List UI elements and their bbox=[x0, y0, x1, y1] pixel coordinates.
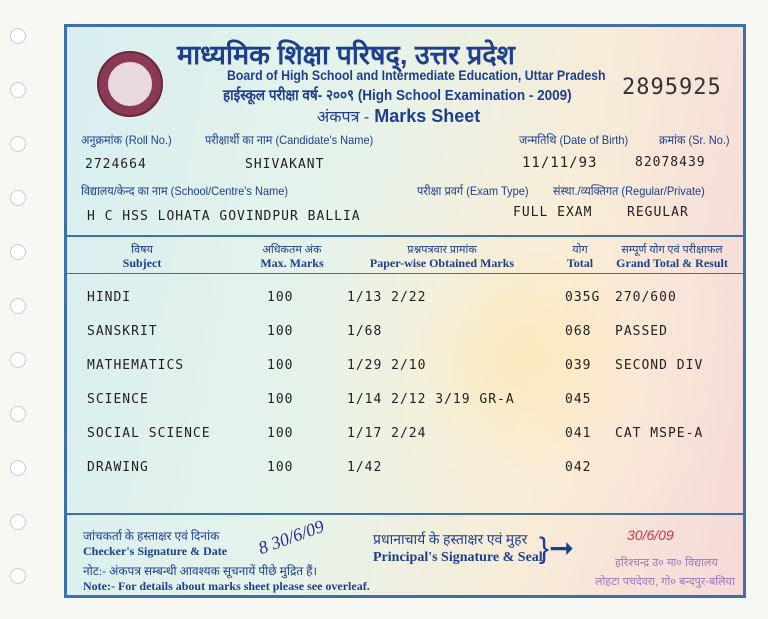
cell-result: PASSED bbox=[615, 324, 668, 339]
punch-hole bbox=[10, 568, 26, 584]
cell-total: 041 bbox=[565, 426, 592, 441]
regular-private: REGULAR bbox=[627, 205, 689, 220]
cell-result: CAT MSPE-A bbox=[615, 426, 704, 441]
marks-sheet bbox=[64, 24, 746, 598]
school-stamp-line1: हरिश्चन्द्र उ० मा० विद्यालय bbox=[615, 557, 718, 569]
cell-subject: MATHEMATICS bbox=[87, 358, 185, 373]
punch-hole bbox=[10, 406, 26, 422]
sr-label: क्रमांक (Sr. No.) bbox=[659, 133, 730, 147]
divider bbox=[67, 235, 743, 237]
checker-signature-date: 8 30/6/09 bbox=[255, 515, 327, 559]
cell-total: 035G bbox=[565, 290, 601, 305]
roll-number: 2724664 bbox=[85, 157, 147, 172]
serial-number: 2895925 bbox=[622, 75, 722, 100]
cell-result: SECOND DIV bbox=[615, 358, 704, 373]
cell-max: 100 bbox=[267, 392, 294, 407]
brace-arrow-icon: }➞ bbox=[539, 532, 575, 565]
school-label: विद्यालय/केन्द का नाम (School/Centre's Name) bbox=[81, 184, 289, 198]
header-obtained: प्रश्नपत्रवार प्रामांक Paper-wise Obtained Marks bbox=[369, 244, 515, 270]
header-result: सम्पूर्ण योग एवं परीक्षाफल Grand Total & Result bbox=[616, 244, 728, 270]
cell-max: 100 bbox=[267, 324, 294, 339]
punch-hole bbox=[10, 82, 26, 98]
punch-hole bbox=[10, 136, 26, 152]
regular-label: संस्था./व्यक्तिगत (Regular/Private) bbox=[553, 184, 705, 198]
cell-papers: 1/13 2/22 bbox=[347, 290, 427, 305]
name-label: परीक्षार्थी का नाम (Candidate's Name) bbox=[205, 133, 374, 147]
punch-hole bbox=[10, 298, 26, 314]
school-stamp-line2: लोहटा पचदेवरा, गो० बन्दपुर-बलिया bbox=[595, 576, 735, 588]
cell-papers: 1/17 2/24 bbox=[347, 426, 427, 441]
cell-papers: 1/14 2/12 3/19 GR-A bbox=[347, 392, 515, 407]
header-total: योग Total bbox=[566, 244, 594, 270]
board-logo bbox=[97, 51, 163, 117]
date-of-birth: 11/11/93 bbox=[522, 155, 598, 171]
punch-hole bbox=[10, 352, 26, 368]
punch-hole bbox=[10, 244, 26, 260]
roll-label: अनुक्रमांक (Roll No.) bbox=[81, 133, 172, 147]
header-max-marks: अधिकतम अंक Max. Marks bbox=[260, 244, 324, 270]
cell-papers: 1/29 2/10 bbox=[347, 358, 427, 373]
principal-signature: 30/6/09 bbox=[627, 527, 674, 543]
cell-total: 045 bbox=[565, 392, 592, 407]
cell-max: 100 bbox=[267, 358, 294, 373]
cell-result: 270/600 bbox=[615, 290, 677, 305]
divider bbox=[67, 513, 743, 515]
cell-max: 100 bbox=[267, 290, 294, 305]
cell-subject: HINDI bbox=[87, 290, 132, 305]
sr-number: 82078439 bbox=[635, 155, 706, 170]
document-title: अंकपत्र - Marks Sheet bbox=[317, 106, 481, 126]
exam-type: FULL EXAM bbox=[513, 205, 593, 220]
cell-subject: SCIENCE bbox=[87, 392, 149, 407]
candidate-name: SHIVAKANT bbox=[245, 157, 325, 172]
school-name: H C HSS LOHATA GOVINDPUR BALLIA bbox=[87, 209, 361, 224]
cell-subject: SOCIAL SCIENCE bbox=[87, 426, 211, 441]
cell-total: 068 bbox=[565, 324, 592, 339]
cell-papers: 1/42 bbox=[347, 460, 383, 475]
cell-subject: SANSKRIT bbox=[87, 324, 158, 339]
cell-subject: DRAWING bbox=[87, 460, 149, 475]
header-subject: विषय Subject bbox=[122, 244, 162, 270]
board-name: Board of High School and Intermediate Education, Uttar Pradesh bbox=[227, 67, 606, 83]
board-title-hindi: माध्यमिक शिक्षा परिषद्, उत्तर प्रदेश bbox=[177, 40, 515, 70]
punch-hole bbox=[10, 514, 26, 530]
cell-total: 042 bbox=[565, 460, 592, 475]
cell-max: 100 bbox=[267, 426, 294, 441]
punch-hole bbox=[10, 460, 26, 476]
cell-papers: 1/68 bbox=[347, 324, 383, 339]
dob-label: जन्मतिथि (Date of Birth) bbox=[519, 133, 629, 147]
exam-type-label: परीक्षा प्रवर्ग (Exam Type) bbox=[417, 184, 529, 198]
checker-label: जांचकर्ता के हस्ताक्षर एवं दिनांक Checker's Signature & Date bbox=[83, 529, 228, 558]
note-hindi: नोट:- अंकपत्र सम्बन्धी आवश्यक सूचनायें पीछे मुद्रित हैं। bbox=[83, 564, 318, 578]
divider bbox=[67, 273, 743, 274]
note-english: Note:- For details about marks sheet please see overleaf. bbox=[83, 579, 370, 593]
punch-hole bbox=[10, 190, 26, 206]
principal-label: प्रधानाचार्य के हस्ताक्षर एवं मुहर Principal's Signature & Seal bbox=[373, 533, 543, 565]
cell-max: 100 bbox=[267, 460, 294, 475]
punch-hole bbox=[10, 28, 26, 44]
exam-year: हाईस्कूल परीक्षा वर्ष- २००९ (High School Examination - 2009) bbox=[223, 87, 572, 104]
cell-total: 039 bbox=[565, 358, 592, 373]
